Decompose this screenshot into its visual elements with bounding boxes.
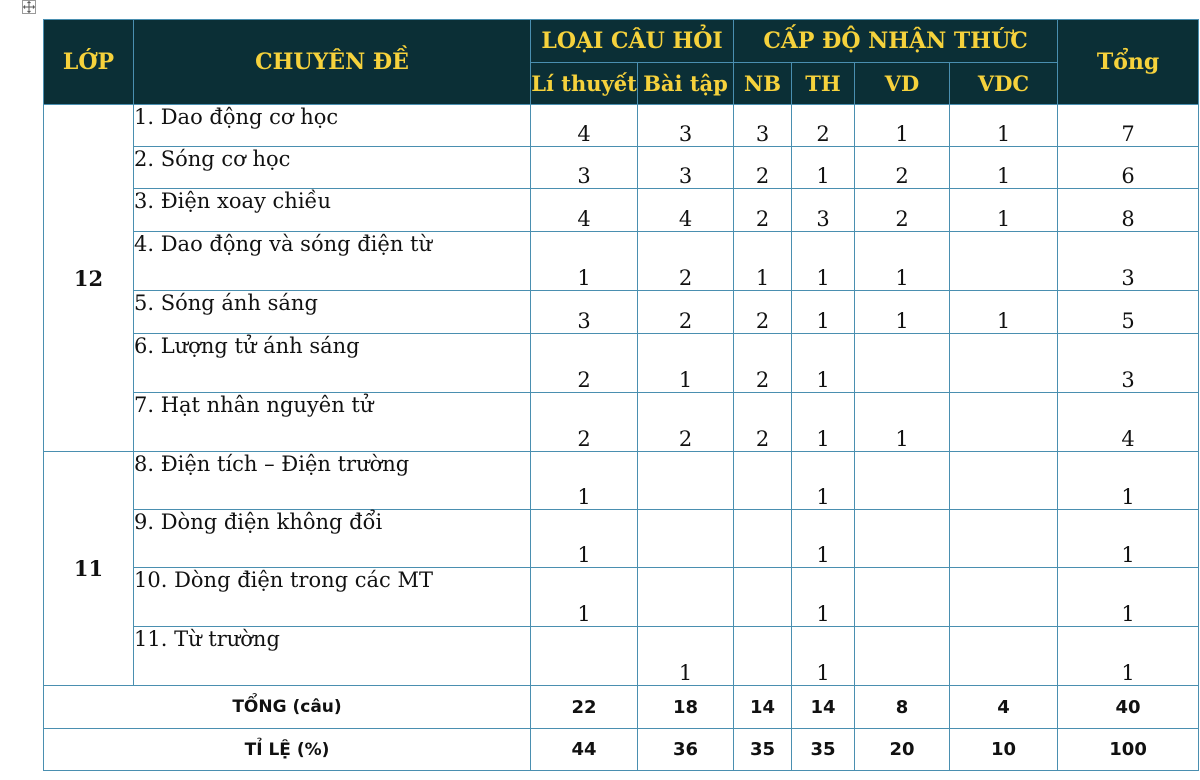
nb-cell: 3 xyxy=(734,105,792,147)
vd-cell xyxy=(855,627,950,686)
topic-cell: 4. Dao động và sóng điện từ xyxy=(134,232,531,291)
li-thuyet-cell: 1 xyxy=(531,232,638,291)
totals-th: 14 xyxy=(792,686,855,729)
totals-vd: 8 xyxy=(855,686,950,729)
vd-cell: 2 xyxy=(855,147,950,189)
table-row xyxy=(44,452,1199,510)
vd-cell: 2 xyxy=(855,189,950,232)
vdc-cell xyxy=(950,232,1058,291)
li-thuyet-cell: 1 xyxy=(531,510,638,568)
totals-bai-tap: 18 xyxy=(638,686,734,729)
vdc-cell xyxy=(950,452,1058,510)
bai-tap-cell: 2 xyxy=(638,393,734,452)
tong-cell: 3 xyxy=(1058,232,1199,291)
li-thuyet-cell: 3 xyxy=(531,147,638,189)
table-row xyxy=(44,147,1199,189)
vd-cell xyxy=(855,568,950,627)
li-thuyet-cell: 4 xyxy=(531,105,638,147)
ratio-tong: 100 xyxy=(1058,729,1199,771)
th-cell: 1 xyxy=(792,232,855,291)
bai-tap-cell: 3 xyxy=(638,105,734,147)
nb-cell xyxy=(734,510,792,568)
header-li-thuyet: Lí thuyết xyxy=(531,63,638,105)
vdc-cell: 1 xyxy=(950,105,1058,147)
bai-tap-cell: 4 xyxy=(638,189,734,232)
vdc-cell xyxy=(950,334,1058,393)
bai-tap-cell xyxy=(638,510,734,568)
topic-cell: 2. Sóng cơ học xyxy=(134,147,531,189)
table-row xyxy=(44,334,1199,393)
topic-cell: 10. Dòng điện trong các MT xyxy=(134,568,531,627)
th-cell: 1 xyxy=(792,147,855,189)
tong-cell: 5 xyxy=(1058,291,1199,334)
th-cell: 1 xyxy=(792,627,855,686)
ratio-nb: 35 xyxy=(734,729,792,771)
bai-tap-cell: 2 xyxy=(638,291,734,334)
vd-cell xyxy=(855,510,950,568)
header-bai-tap: Bài tập xyxy=(638,63,734,105)
th-cell: 1 xyxy=(792,568,855,627)
nb-cell: 1 xyxy=(734,232,792,291)
li-thuyet-cell: 2 xyxy=(531,334,638,393)
header-lop: LỚP xyxy=(44,20,134,105)
ratio-th: 35 xyxy=(792,729,855,771)
vd-cell: 1 xyxy=(855,105,950,147)
nb-cell xyxy=(734,452,792,510)
header-nb: NB xyxy=(734,63,792,105)
tong-cell: 1 xyxy=(1058,568,1199,627)
vd-cell: 1 xyxy=(855,291,950,334)
header-vd: VD xyxy=(855,63,950,105)
move-arrows-icon xyxy=(23,1,35,13)
bai-tap-cell xyxy=(638,452,734,510)
ratio-vd: 20 xyxy=(855,729,950,771)
vdc-cell xyxy=(950,393,1058,452)
table-row xyxy=(44,232,1199,291)
th-cell: 1 xyxy=(792,334,855,393)
tong-cell: 6 xyxy=(1058,147,1199,189)
th-cell: 1 xyxy=(792,393,855,452)
nb-cell: 2 xyxy=(734,291,792,334)
th-cell: 1 xyxy=(792,452,855,510)
bai-tap-cell: 1 xyxy=(638,627,734,686)
vd-cell: 1 xyxy=(855,232,950,291)
topic-cell: 7. Hạt nhân nguyên tử xyxy=(134,393,531,452)
bai-tap-cell xyxy=(638,568,734,627)
topic-cell: 11. Từ trường xyxy=(134,627,531,686)
nb-cell xyxy=(734,568,792,627)
totals-label: TỔNG (câu) xyxy=(44,686,531,729)
th-cell: 2 xyxy=(792,105,855,147)
vd-cell: 1 xyxy=(855,393,950,452)
nb-cell: 2 xyxy=(734,189,792,232)
table-row xyxy=(44,105,1199,147)
table-body xyxy=(44,105,1199,771)
header-chuyen-de: CHUYÊN ĐỀ xyxy=(134,20,531,105)
table-row xyxy=(44,568,1199,627)
bai-tap-cell: 3 xyxy=(638,147,734,189)
header-vdc: VDC xyxy=(950,63,1058,105)
topic-cell: 6. Lượng tử ánh sáng xyxy=(134,334,531,393)
topic-cell: 1. Dao động cơ học xyxy=(134,105,531,147)
li-thuyet-cell: 1 xyxy=(531,568,638,627)
th-cell: 1 xyxy=(792,510,855,568)
ratio-label: TỈ LỆ (%) xyxy=(44,729,531,771)
table-header xyxy=(44,20,1199,105)
vd-cell xyxy=(855,452,950,510)
tong-cell: 1 xyxy=(1058,452,1199,510)
totals-row xyxy=(44,686,1199,729)
header-loai-cau-hoi: LOẠI CÂU HỎI xyxy=(531,20,734,63)
tong-cell: 7 xyxy=(1058,105,1199,147)
nb-cell: 2 xyxy=(734,334,792,393)
nb-cell: 2 xyxy=(734,393,792,452)
vdc-cell xyxy=(950,627,1058,686)
tong-cell: 4 xyxy=(1058,393,1199,452)
vdc-cell: 1 xyxy=(950,291,1058,334)
bai-tap-cell: 2 xyxy=(638,232,734,291)
table-row xyxy=(44,627,1199,686)
totals-nb: 14 xyxy=(734,686,792,729)
vd-cell xyxy=(855,334,950,393)
vdc-cell: 1 xyxy=(950,189,1058,232)
tong-cell: 8 xyxy=(1058,189,1199,232)
topic-cell: 8. Điện tích – Điện trường xyxy=(134,452,531,510)
totals-vdc: 4 xyxy=(950,686,1058,729)
nb-cell: 2 xyxy=(734,147,792,189)
header-cap-do: CẤP ĐỘ NHẬN THỨC xyxy=(734,20,1058,63)
table-move-handle[interactable] xyxy=(22,0,36,14)
ratio-row xyxy=(44,729,1199,771)
totals-tong: 40 xyxy=(1058,686,1199,729)
th-cell: 3 xyxy=(792,189,855,232)
li-thuyet-cell: 3 xyxy=(531,291,638,334)
topic-cell: 5. Sóng ánh sáng xyxy=(134,291,531,334)
totals-li-thuyet: 22 xyxy=(531,686,638,729)
bai-tap-cell: 1 xyxy=(638,334,734,393)
header-tong: Tổng xyxy=(1058,20,1199,105)
tong-cell: 1 xyxy=(1058,510,1199,568)
question-matrix-table xyxy=(43,19,1199,771)
header-th: TH xyxy=(792,63,855,105)
table-row xyxy=(44,393,1199,452)
li-thuyet-cell: 1 xyxy=(531,452,638,510)
li-thuyet-cell: 4 xyxy=(531,189,638,232)
vdc-cell: 1 xyxy=(950,147,1058,189)
ratio-vdc: 10 xyxy=(950,729,1058,771)
li-thuyet-cell xyxy=(531,627,638,686)
ratio-bai-tap: 36 xyxy=(638,729,734,771)
tong-cell: 1 xyxy=(1058,627,1199,686)
table-row xyxy=(44,291,1199,334)
vdc-cell xyxy=(950,568,1058,627)
li-thuyet-cell: 2 xyxy=(531,393,638,452)
topic-cell: 9. Dòng điện không đổi xyxy=(134,510,531,568)
topic-cell: 3. Điện xoay chiều xyxy=(134,189,531,232)
nb-cell xyxy=(734,627,792,686)
grade-cell: 11 xyxy=(44,452,134,686)
table-row xyxy=(44,189,1199,232)
grade-cell: 12 xyxy=(44,105,134,452)
vdc-cell xyxy=(950,510,1058,568)
table-row xyxy=(44,510,1199,568)
tong-cell: 3 xyxy=(1058,334,1199,393)
th-cell: 1 xyxy=(792,291,855,334)
ratio-li-thuyet: 44 xyxy=(531,729,638,771)
